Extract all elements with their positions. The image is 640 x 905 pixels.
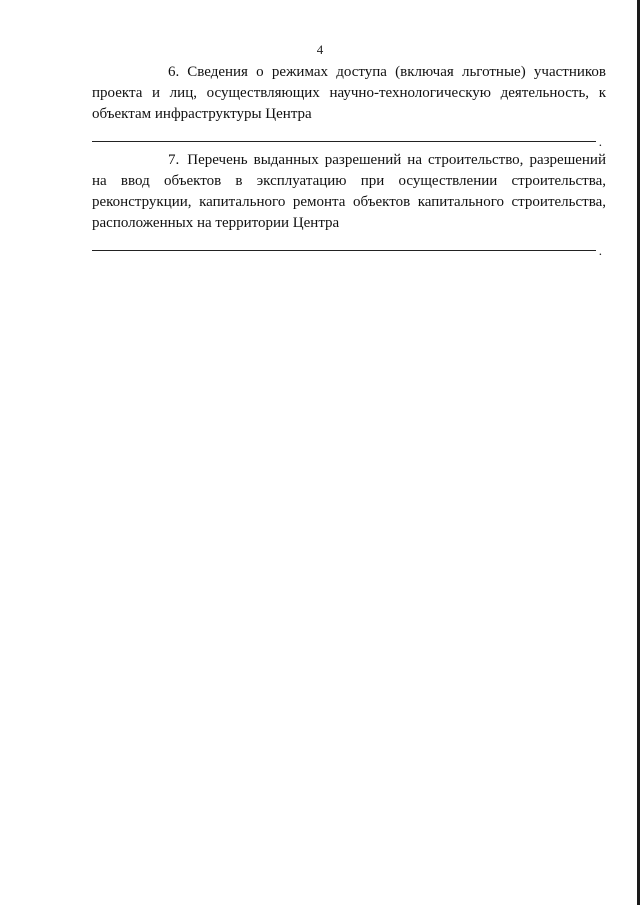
section-7 [92,150,606,258]
section-6 [92,62,606,149]
section-7-fill-rule [92,250,596,251]
section-7-number: 7. [168,152,180,168]
page-number: 4 [316,42,324,57]
section-6-fill-rule [92,141,596,142]
section-6-line-end: . [598,134,602,149]
section-6-text: Сведения о режимах доступа (включая льготные) участников проекта и лиц, осуществляющих научно-технологическую деятельность, к объектам инфраструктуры Центра [92,64,606,122]
section-7-line-end: . [598,243,602,258]
section-6-fill-line [92,134,602,149]
section-7-paragraph [92,150,606,234]
section-7-text: Перечень выданных разрешений на строительство, разрешений на ввод объектов в эксплуатацию при осуществлении строительства, реконструкции, капитального ремонта объектов капитального строительства, расположенных на территории Центра [92,152,606,231]
section-6-paragraph [92,62,606,125]
section-6-number: 6. [168,64,180,80]
section-7-fill-line [92,243,602,258]
